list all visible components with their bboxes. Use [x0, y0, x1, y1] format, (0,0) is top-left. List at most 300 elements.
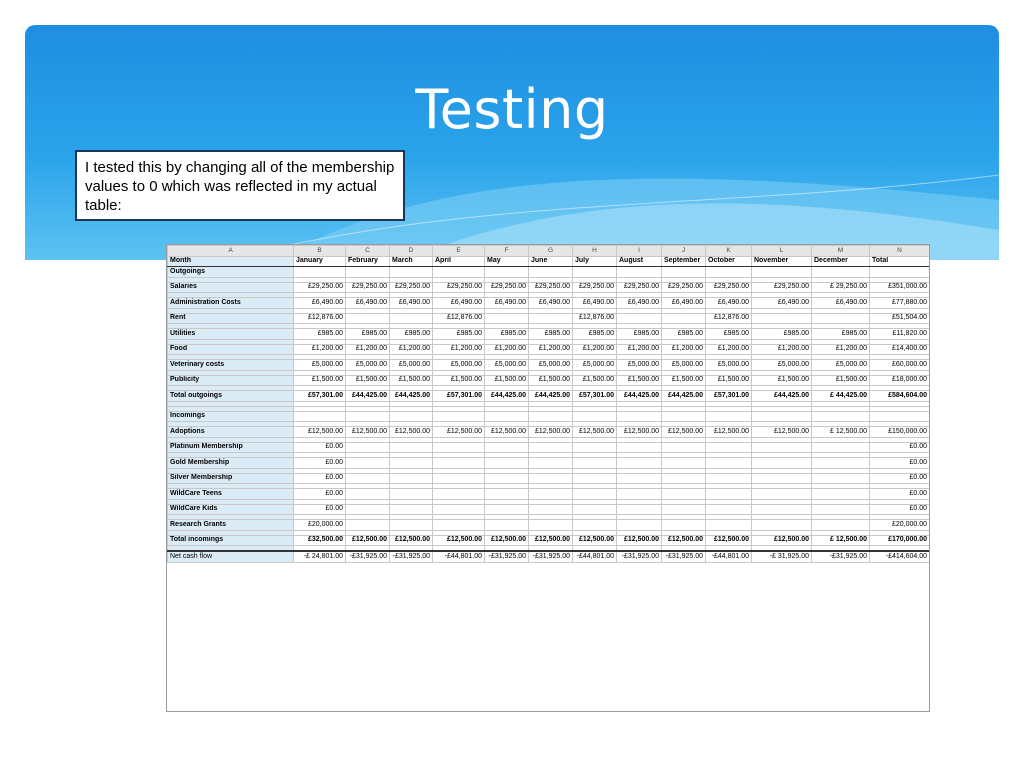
header-cell[interactable]: January	[294, 256, 346, 267]
header-cell[interactable]: June	[529, 256, 573, 267]
value-cell[interactable]: £12,500.00	[433, 535, 485, 546]
value-cell[interactable]	[812, 520, 870, 531]
cell[interactable]	[346, 267, 390, 278]
value-cell[interactable]: £1,500.00	[662, 375, 706, 386]
cell[interactable]	[573, 267, 617, 278]
value-cell[interactable]: £584,604.00	[870, 391, 930, 402]
value-cell[interactable]	[752, 520, 812, 531]
value-cell[interactable]	[662, 473, 706, 484]
cell[interactable]	[485, 411, 529, 422]
value-cell[interactable]	[617, 473, 662, 484]
row-label[interactable]: Research Grants	[168, 520, 294, 531]
value-cell[interactable]	[485, 473, 529, 484]
column-letter[interactable]: H	[573, 246, 617, 257]
value-cell[interactable]	[752, 313, 812, 324]
value-cell[interactable]	[346, 473, 390, 484]
value-cell[interactable]	[752, 504, 812, 515]
net-cash-flow-cell[interactable]: -£44,801.00	[433, 551, 485, 562]
value-cell[interactable]	[485, 504, 529, 515]
row-label[interactable]: Adoptions	[168, 427, 294, 438]
value-cell[interactable]	[573, 458, 617, 469]
value-cell[interactable]	[812, 473, 870, 484]
value-cell[interactable]: £44,425.00	[390, 391, 433, 402]
value-cell[interactable]: £985.00	[485, 329, 529, 340]
value-cell[interactable]: £0.00	[870, 489, 930, 500]
cell[interactable]	[706, 411, 752, 422]
value-cell[interactable]: £985.00	[812, 329, 870, 340]
incomings-section-row	[168, 411, 930, 422]
value-cell[interactable]: £5,000.00	[573, 360, 617, 371]
value-cell[interactable]: £12,500.00	[573, 427, 617, 438]
value-cell[interactable]	[752, 473, 812, 484]
value-cell[interactable]	[346, 504, 390, 515]
column-letter[interactable]: L	[752, 246, 812, 257]
value-cell[interactable]: £51,504.00	[870, 313, 930, 324]
value-cell[interactable]	[752, 442, 812, 453]
value-cell[interactable]: £5,000.00	[662, 360, 706, 371]
value-cell[interactable]	[390, 504, 433, 515]
value-cell[interactable]	[573, 504, 617, 515]
value-cell[interactable]: £1,200.00	[812, 344, 870, 355]
value-cell[interactable]	[346, 489, 390, 500]
value-cell[interactable]: £6,490.00	[433, 298, 485, 309]
value-cell[interactable]	[529, 442, 573, 453]
value-cell[interactable]	[812, 504, 870, 515]
value-cell[interactable]: £29,250.00	[706, 282, 752, 293]
value-cell[interactable]: £0.00	[294, 442, 346, 453]
value-cell[interactable]: £985.00	[662, 329, 706, 340]
value-cell[interactable]: £1,200.00	[294, 344, 346, 355]
row-label[interactable]: WildCare Kids	[168, 504, 294, 515]
row-label[interactable]: Total outgoings	[168, 391, 294, 402]
header-cell[interactable]: July	[573, 256, 617, 267]
header-cell[interactable]: December	[812, 256, 870, 267]
header-cell[interactable]: September	[662, 256, 706, 267]
value-cell[interactable]: £44,425.00	[485, 391, 529, 402]
value-cell[interactable]: £12,500.00	[617, 535, 662, 546]
section-label[interactable]: Incomings	[168, 411, 294, 422]
column-letters-row	[168, 246, 930, 257]
value-cell[interactable]: £1,200.00	[662, 344, 706, 355]
value-cell[interactable]: £12,500.00	[752, 535, 812, 546]
value-cell[interactable]: £5,000.00	[752, 360, 812, 371]
header-cell[interactable]: February	[346, 256, 390, 267]
cell[interactable]	[752, 411, 812, 422]
value-cell[interactable]	[346, 442, 390, 453]
value-cell[interactable]	[573, 442, 617, 453]
value-cell[interactable]	[812, 458, 870, 469]
incoming-row	[168, 520, 930, 531]
value-cell[interactable]: £985.00	[294, 329, 346, 340]
value-cell[interactable]: £12,500.00	[706, 535, 752, 546]
value-cell[interactable]	[485, 458, 529, 469]
value-cell[interactable]: £12,500.00	[485, 535, 529, 546]
value-cell[interactable]: £12,876.00	[706, 313, 752, 324]
value-cell[interactable]: £12,500.00	[346, 427, 390, 438]
row-label[interactable]: Platinum Membership	[168, 442, 294, 453]
value-cell[interactable]: £1,500.00	[433, 375, 485, 386]
value-cell[interactable]: £57,301.00	[706, 391, 752, 402]
value-cell[interactable]: £985.00	[752, 329, 812, 340]
row-label[interactable]: Total incomings	[168, 535, 294, 546]
value-cell[interactable]	[617, 442, 662, 453]
header-cell[interactable]: March	[390, 256, 433, 267]
column-letter[interactable]: C	[346, 246, 390, 257]
cell[interactable]	[752, 267, 812, 278]
value-cell[interactable]: £12,500.00	[529, 535, 573, 546]
value-cell[interactable]	[662, 458, 706, 469]
value-cell[interactable]	[662, 442, 706, 453]
value-cell[interactable]: £6,490.00	[662, 298, 706, 309]
value-cell[interactable]: £150,000.00	[870, 427, 930, 438]
value-cell[interactable]: £20,000.00	[870, 520, 930, 531]
value-cell[interactable]	[433, 458, 485, 469]
value-cell[interactable]	[529, 313, 573, 324]
value-cell[interactable]: £0.00	[870, 458, 930, 469]
row-label[interactable]: Net cash flow	[168, 551, 294, 562]
value-cell[interactable]	[390, 442, 433, 453]
value-cell[interactable]	[433, 442, 485, 453]
net-cash-flow-cell[interactable]: -£44,801.00	[573, 551, 617, 562]
net-cash-flow-cell[interactable]: -£31,925.00	[662, 551, 706, 562]
value-cell[interactable]: £29,250.00	[485, 282, 529, 293]
value-cell[interactable]: £20,000.00	[294, 520, 346, 531]
value-cell[interactable]: £57,301.00	[573, 391, 617, 402]
row-label[interactable]: Utilities	[168, 329, 294, 340]
column-letter[interactable]: D	[390, 246, 433, 257]
column-letter[interactable]: J	[662, 246, 706, 257]
value-cell[interactable]: £29,250.00	[390, 282, 433, 293]
cell[interactable]	[390, 411, 433, 422]
column-letter[interactable]: G	[529, 246, 573, 257]
cell[interactable]	[433, 267, 485, 278]
net-cash-flow-cell[interactable]: -£31,925.00	[529, 551, 573, 562]
value-cell[interactable]: £1,200.00	[346, 344, 390, 355]
value-cell[interactable]	[662, 313, 706, 324]
value-cell[interactable]	[485, 520, 529, 531]
net-cash-flow-cell[interactable]: -£414,604.00	[870, 551, 930, 562]
value-cell[interactable]: £1,500.00	[346, 375, 390, 386]
row-label[interactable]: Food	[168, 344, 294, 355]
net-cash-flow-cell[interactable]: -£31,925.00	[617, 551, 662, 562]
value-cell[interactable]: £5,000.00	[294, 360, 346, 371]
value-cell[interactable]: £1,500.00	[529, 375, 573, 386]
value-cell[interactable]	[617, 458, 662, 469]
value-cell[interactable]: £5,000.00	[485, 360, 529, 371]
value-cell[interactable]: £6,490.00	[346, 298, 390, 309]
value-cell[interactable]: £1,500.00	[485, 375, 529, 386]
cell[interactable]	[812, 267, 870, 278]
value-cell[interactable]: £ 44,425.00	[812, 391, 870, 402]
value-cell[interactable]: £12,876.00	[433, 313, 485, 324]
cell[interactable]	[573, 411, 617, 422]
value-cell[interactable]	[346, 520, 390, 531]
value-cell[interactable]: £77,880.00	[870, 298, 930, 309]
incoming-row	[168, 535, 930, 546]
value-cell[interactable]: £1,200.00	[433, 344, 485, 355]
value-cell[interactable]	[390, 313, 433, 324]
value-cell[interactable]: £29,250.00	[433, 282, 485, 293]
row-label[interactable]: Gold Membership	[168, 458, 294, 469]
value-cell[interactable]: £0.00	[294, 473, 346, 484]
value-cell[interactable]: £0.00	[294, 489, 346, 500]
value-cell[interactable]	[752, 458, 812, 469]
value-cell[interactable]: £6,490.00	[706, 298, 752, 309]
net-cash-flow-cell[interactable]: -£44,801.00	[706, 551, 752, 562]
net-cash-flow-cell[interactable]: -£ 24,801.00	[294, 551, 346, 562]
header-cell[interactable]: November	[752, 256, 812, 267]
value-cell[interactable]: £29,250.00	[294, 282, 346, 293]
value-cell[interactable]	[706, 504, 752, 515]
cell[interactable]	[617, 267, 662, 278]
value-cell[interactable]	[617, 489, 662, 500]
column-letter[interactable]: E	[433, 246, 485, 257]
value-cell[interactable]: £32,500.00	[294, 535, 346, 546]
value-cell[interactable]: £ 12,500.00	[812, 535, 870, 546]
value-cell[interactable]	[752, 489, 812, 500]
value-cell[interactable]: £0.00	[870, 504, 930, 515]
value-cell[interactable]	[617, 504, 662, 515]
value-cell[interactable]: £985.00	[390, 329, 433, 340]
value-cell[interactable]: £29,250.00	[573, 282, 617, 293]
value-cell[interactable]: £29,250.00	[346, 282, 390, 293]
row-label[interactable]: WildCare Teens	[168, 489, 294, 500]
cell[interactable]	[433, 411, 485, 422]
value-cell[interactable]: £44,425.00	[617, 391, 662, 402]
header-cell[interactable]: Total	[870, 256, 930, 267]
value-cell[interactable]	[485, 313, 529, 324]
row-label[interactable]: Veterinary costs	[168, 360, 294, 371]
row-label[interactable]: Administration Costs	[168, 298, 294, 309]
value-cell[interactable]: £12,500.00	[390, 535, 433, 546]
value-cell[interactable]: £5,000.00	[433, 360, 485, 371]
value-cell[interactable]: £5,000.00	[706, 360, 752, 371]
value-cell[interactable]	[573, 489, 617, 500]
column-letter[interactable]: K	[706, 246, 752, 257]
value-cell[interactable]: £5,000.00	[529, 360, 573, 371]
value-cell[interactable]	[390, 458, 433, 469]
net-cash-flow-cell[interactable]: -£ 31,925.00	[752, 551, 812, 562]
cell[interactable]	[390, 267, 433, 278]
value-cell[interactable]	[706, 458, 752, 469]
value-cell[interactable]	[617, 313, 662, 324]
value-cell[interactable]	[573, 520, 617, 531]
value-cell[interactable]: £5,000.00	[346, 360, 390, 371]
value-cell[interactable]: £60,000.00	[870, 360, 930, 371]
value-cell[interactable]: £12,500.00	[662, 535, 706, 546]
row-label[interactable]: Publicity	[168, 375, 294, 386]
value-cell[interactable]	[390, 473, 433, 484]
value-cell[interactable]: £985.00	[433, 329, 485, 340]
cell[interactable]	[662, 411, 706, 422]
header-cell[interactable]: Month	[168, 256, 294, 267]
value-cell[interactable]: £44,425.00	[662, 391, 706, 402]
value-cell[interactable]: £1,200.00	[529, 344, 573, 355]
value-cell[interactable]: £6,490.00	[485, 298, 529, 309]
value-cell[interactable]	[433, 489, 485, 500]
value-cell[interactable]: £985.00	[346, 329, 390, 340]
net-cash-flow-cell[interactable]: -£31,925.00	[485, 551, 529, 562]
column-letter[interactable]: I	[617, 246, 662, 257]
value-cell[interactable]	[617, 520, 662, 531]
net-cash-flow-cell[interactable]: -£31,925.00	[390, 551, 433, 562]
cell[interactable]	[870, 411, 930, 422]
row-label[interactable]: Silver Membership	[168, 473, 294, 484]
value-cell[interactable]	[433, 520, 485, 531]
value-cell[interactable]: £12,500.00	[706, 427, 752, 438]
net-cash-flow-cell[interactable]: -£31,925.00	[346, 551, 390, 562]
value-cell[interactable]: £29,250.00	[617, 282, 662, 293]
value-cell[interactable]: £12,500.00	[485, 427, 529, 438]
value-cell[interactable]: £1,500.00	[617, 375, 662, 386]
value-cell[interactable]: £351,000.00	[870, 282, 930, 293]
value-cell[interactable]: £1,500.00	[294, 375, 346, 386]
cell[interactable]	[706, 267, 752, 278]
cell[interactable]	[662, 267, 706, 278]
cell[interactable]	[346, 411, 390, 422]
value-cell[interactable]: £1,500.00	[390, 375, 433, 386]
value-cell[interactable]	[573, 473, 617, 484]
incoming-row	[168, 489, 930, 500]
header-cell[interactable]: August	[617, 256, 662, 267]
value-cell[interactable]: £12,500.00	[662, 427, 706, 438]
value-cell[interactable]: £14,400.00	[870, 344, 930, 355]
value-cell[interactable]	[346, 458, 390, 469]
value-cell[interactable]: £5,000.00	[812, 360, 870, 371]
cell[interactable]	[529, 411, 573, 422]
value-cell[interactable]: £6,490.00	[294, 298, 346, 309]
value-cell[interactable]: £18,000.00	[870, 375, 930, 386]
cell[interactable]	[812, 411, 870, 422]
value-cell[interactable]: £6,490.00	[390, 298, 433, 309]
value-cell[interactable]	[706, 442, 752, 453]
row-label[interactable]: Salaries	[168, 282, 294, 293]
value-cell[interactable]	[433, 473, 485, 484]
value-cell[interactable]: £6,490.00	[573, 298, 617, 309]
value-cell[interactable]	[433, 504, 485, 515]
header-cell[interactable]: May	[485, 256, 529, 267]
cell[interactable]	[485, 267, 529, 278]
value-cell[interactable]: £12,500.00	[752, 427, 812, 438]
value-cell[interactable]: £1,200.00	[485, 344, 529, 355]
value-cell[interactable]: £1,500.00	[573, 375, 617, 386]
value-cell[interactable]: £12,500.00	[390, 427, 433, 438]
cell[interactable]	[529, 267, 573, 278]
value-cell[interactable]: £1,200.00	[390, 344, 433, 355]
column-letter[interactable]: F	[485, 246, 529, 257]
value-cell[interactable]: £1,500.00	[812, 375, 870, 386]
value-cell[interactable]: £6,490.00	[529, 298, 573, 309]
value-cell[interactable]: £985.00	[573, 329, 617, 340]
value-cell[interactable]: £5,000.00	[617, 360, 662, 371]
section-label[interactable]: Outgoings	[168, 267, 294, 278]
value-cell[interactable]: £ 29,250.00	[812, 282, 870, 293]
value-cell[interactable]: £1,500.00	[706, 375, 752, 386]
value-cell[interactable]: £1,500.00	[752, 375, 812, 386]
value-cell[interactable]	[529, 520, 573, 531]
value-cell[interactable]	[529, 489, 573, 500]
value-cell[interactable]	[390, 489, 433, 500]
value-cell[interactable]: £12,500.00	[346, 535, 390, 546]
value-cell[interactable]	[485, 489, 529, 500]
value-cell[interactable]: £29,250.00	[752, 282, 812, 293]
column-letter[interactable]: B	[294, 246, 346, 257]
net-cash-flow-cell[interactable]: -£31,925.00	[812, 551, 870, 562]
value-cell[interactable]: £1,200.00	[573, 344, 617, 355]
value-cell[interactable]: £0.00	[294, 458, 346, 469]
value-cell[interactable]: £0.00	[294, 504, 346, 515]
value-cell[interactable]	[529, 473, 573, 484]
value-cell[interactable]	[485, 442, 529, 453]
cell[interactable]	[617, 411, 662, 422]
value-cell[interactable]: £5,000.00	[390, 360, 433, 371]
value-cell[interactable]: £985.00	[617, 329, 662, 340]
value-cell[interactable]	[346, 313, 390, 324]
value-cell[interactable]	[812, 313, 870, 324]
value-cell[interactable]: £12,500.00	[573, 535, 617, 546]
column-letter[interactable]: N	[870, 246, 930, 257]
value-cell[interactable]: £985.00	[529, 329, 573, 340]
value-cell[interactable]: £11,820.00	[870, 329, 930, 340]
value-cell[interactable]: £44,425.00	[752, 391, 812, 402]
value-cell[interactable]: £29,250.00	[529, 282, 573, 293]
value-cell[interactable]	[662, 489, 706, 500]
value-cell[interactable]	[662, 504, 706, 515]
value-cell[interactable]	[706, 473, 752, 484]
column-letter[interactable]: A	[168, 246, 294, 257]
value-cell[interactable]: £44,425.00	[529, 391, 573, 402]
value-cell[interactable]: £1,200.00	[706, 344, 752, 355]
value-cell[interactable]: £12,876.00	[573, 313, 617, 324]
value-cell[interactable]: £6,490.00	[752, 298, 812, 309]
value-cell[interactable]: £ 12,500.00	[812, 427, 870, 438]
value-cell[interactable]: £12,876.00	[294, 313, 346, 324]
cell[interactable]	[294, 411, 346, 422]
value-cell[interactable]: £12,500.00	[529, 427, 573, 438]
value-cell[interactable]: £1,200.00	[617, 344, 662, 355]
value-cell[interactable]: £12,500.00	[294, 427, 346, 438]
value-cell[interactable]	[662, 520, 706, 531]
value-cell[interactable]: £57,301.00	[433, 391, 485, 402]
value-cell[interactable]: £6,490.00	[617, 298, 662, 309]
value-cell[interactable]	[529, 504, 573, 515]
value-cell[interactable]	[812, 442, 870, 453]
value-cell[interactable]: £0.00	[870, 442, 930, 453]
value-cell[interactable]: £170,000.00	[870, 535, 930, 546]
outgoing-row	[168, 298, 930, 309]
header-cell[interactable]: April	[433, 256, 485, 267]
value-cell[interactable]: £12,500.00	[617, 427, 662, 438]
value-cell[interactable]	[529, 458, 573, 469]
value-cell[interactable]: £57,301.00	[294, 391, 346, 402]
value-cell[interactable]: £29,250.00	[662, 282, 706, 293]
value-cell[interactable]	[390, 520, 433, 531]
cell[interactable]	[294, 267, 346, 278]
row-label[interactable]: Rent	[168, 313, 294, 324]
header-cell[interactable]: October	[706, 256, 752, 267]
value-cell[interactable]: £0.00	[870, 473, 930, 484]
value-cell[interactable]	[812, 489, 870, 500]
value-cell[interactable]	[706, 489, 752, 500]
column-letter[interactable]: M	[812, 246, 870, 257]
cell[interactable]	[870, 267, 930, 278]
value-cell[interactable]: £44,425.00	[346, 391, 390, 402]
value-cell[interactable]: £6,490.00	[812, 298, 870, 309]
value-cell[interactable]	[706, 520, 752, 531]
value-cell[interactable]: £12,500.00	[433, 427, 485, 438]
value-cell[interactable]: £985.00	[706, 329, 752, 340]
value-cell[interactable]: £1,200.00	[752, 344, 812, 355]
